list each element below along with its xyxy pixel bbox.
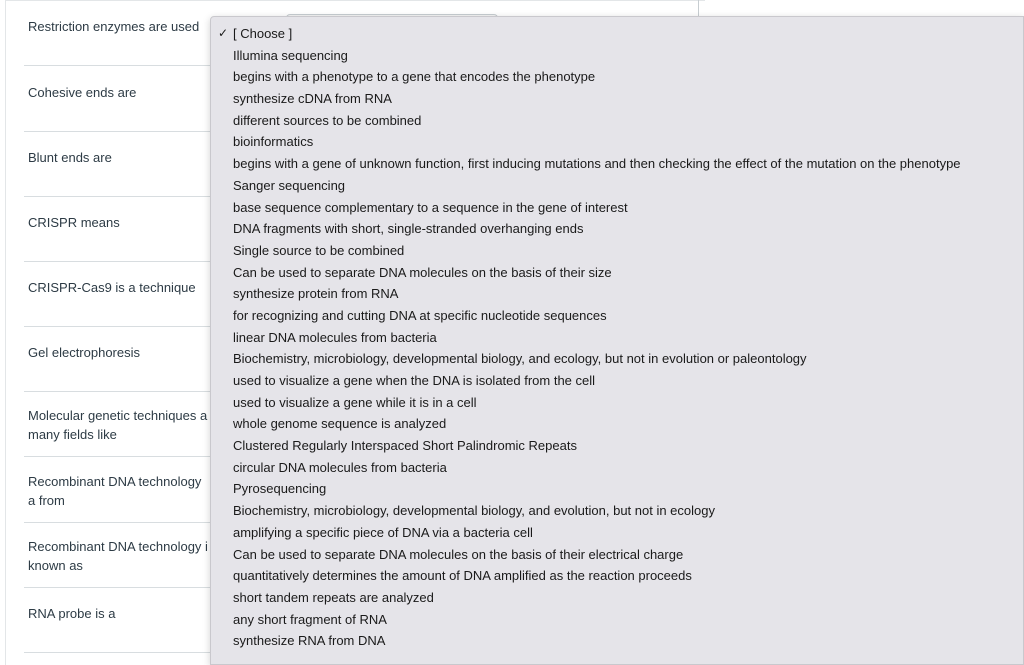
option-label: bioinformatics xyxy=(233,134,314,150)
option-label: Pyrosequencing xyxy=(233,481,327,497)
dropdown-option[interactable] xyxy=(211,197,1023,219)
dropdown-option[interactable] xyxy=(211,45,1023,67)
dropdown-option[interactable] xyxy=(211,262,1023,284)
page-left-border xyxy=(5,0,6,665)
option-label: used to visualize a gene when the DNA is isolated from the cell xyxy=(233,373,596,388)
column-divider xyxy=(698,0,699,16)
option-label: begins with a gene of unknown function, first inducing mutations and then checking the effect of the mutation on the phenotype xyxy=(233,156,961,172)
option-label: Can be used to separate DNA molecules on the basis of their size xyxy=(233,264,612,280)
dropdown-option[interactable] xyxy=(211,175,1023,197)
option-label: Sanger sequencing xyxy=(233,177,346,193)
dropdown-option[interactable] xyxy=(211,218,1023,240)
dropdown-option[interactable] xyxy=(211,131,1023,153)
option-label: Can be used to separate DNA molecules on the basis of their electrical charge xyxy=(233,546,684,562)
dropdown-option[interactable] xyxy=(211,478,1023,500)
dropdown-option[interactable] xyxy=(211,565,1023,587)
question-text: Gel electrophoresis xyxy=(28,345,140,360)
option-label: any short fragment of RNA xyxy=(233,611,387,627)
option-label: Illumina sequencing xyxy=(233,47,348,63)
question-row xyxy=(24,261,210,327)
option-label: linear DNA molecules from bacteria xyxy=(233,329,437,345)
option-label: DNA fragments with short, single-stranded overhanging ends xyxy=(233,221,584,237)
dropdown-option[interactable] xyxy=(211,413,1023,435)
question-row xyxy=(24,0,210,66)
option-label: synthesize cDNA from RNA xyxy=(233,91,392,107)
question-text: Cohesive ends are xyxy=(28,85,137,100)
dropdown-option[interactable] xyxy=(211,392,1023,414)
dropdown-option[interactable] xyxy=(211,544,1023,566)
option-label: used to visualize a gene while it is in a cell xyxy=(233,394,477,410)
question-row xyxy=(24,326,210,392)
dropdown-option[interactable] xyxy=(211,457,1023,479)
question-text: CRISPR means xyxy=(28,215,120,230)
dropdown-option[interactable] xyxy=(211,522,1023,544)
question-row xyxy=(24,196,210,262)
dropdown-option[interactable] xyxy=(211,66,1023,88)
dropdown-option[interactable] xyxy=(211,609,1023,631)
option-label: base sequence complementary to a sequence in the gene of interest xyxy=(233,199,628,215)
question-text: Blunt ends are xyxy=(28,150,112,165)
dropdown-option[interactable] xyxy=(211,500,1023,522)
dropdown-option[interactable] xyxy=(211,327,1023,349)
option-label: Single source to be combined xyxy=(233,242,405,258)
dropdown-option[interactable] xyxy=(211,283,1023,305)
dropdown-option[interactable] xyxy=(211,240,1023,262)
dropdown-option[interactable] xyxy=(211,630,1023,652)
dropdown-option[interactable] xyxy=(211,88,1023,110)
dropdown-option[interactable] xyxy=(211,587,1023,609)
question-row xyxy=(24,131,210,197)
option-label: whole genome sequence is analyzed xyxy=(233,416,447,432)
option-label: for recognizing and cutting DNA at specific nucleotide sequences xyxy=(233,307,607,323)
option-label: synthesize RNA from DNA xyxy=(233,633,386,649)
option-label: Clustered Regularly Interspaced Short Palindromic Repeats xyxy=(233,438,577,454)
option-label: circular DNA molecules from bacteria xyxy=(233,459,447,475)
question-text: Molecular genetic techniques a many fields like xyxy=(28,408,208,442)
dropdown-option[interactable] xyxy=(211,348,1023,370)
answer-dropdown-menu[interactable] xyxy=(210,16,1024,665)
option-label: different sources to be combined xyxy=(233,112,422,128)
option-label: quantitatively determines the amount of DNA amplified as the reaction proceeds xyxy=(233,568,692,584)
option-choose-selected[interactable] xyxy=(211,23,1023,45)
option-label: Biochemistry, microbiology, developmental biology, and evolution, but not in ecology xyxy=(233,503,715,519)
dropdown-option[interactable] xyxy=(211,305,1023,327)
question-text: Restriction enzymes are used xyxy=(28,19,200,34)
dropdown-option[interactable] xyxy=(211,370,1023,392)
question-text: Recombinant DNA technology i known as xyxy=(28,539,208,573)
question-text: CRISPR-Cas9 is a technique xyxy=(28,280,196,295)
checkmark-icon: ✓ xyxy=(218,26,229,40)
question-row xyxy=(24,391,210,457)
dropdown-option[interactable] xyxy=(211,110,1023,132)
dropdown-option[interactable] xyxy=(211,153,1023,175)
option-label: begins with a phenotype to a gene that encodes the phenotype xyxy=(233,69,596,85)
question-text: Recombinant DNA technology a from xyxy=(28,474,202,508)
question-row xyxy=(24,522,210,588)
question-text: RNA probe is a xyxy=(28,606,116,621)
dropdown-option[interactable] xyxy=(211,435,1023,457)
question-row xyxy=(24,587,210,653)
option-label: short tandem repeats are analyzed xyxy=(233,589,434,605)
question-row xyxy=(24,457,210,523)
option-label: [ Choose ] xyxy=(233,26,293,41)
question-row xyxy=(24,66,210,132)
option-label: amplifying a specific piece of DNA via a bacteria cell xyxy=(233,524,533,540)
option-label: Biochemistry, microbiology, developmental biology, and ecology, but not in evolution or paleontology xyxy=(233,351,807,367)
option-label: synthesize protein from RNA xyxy=(233,286,399,302)
